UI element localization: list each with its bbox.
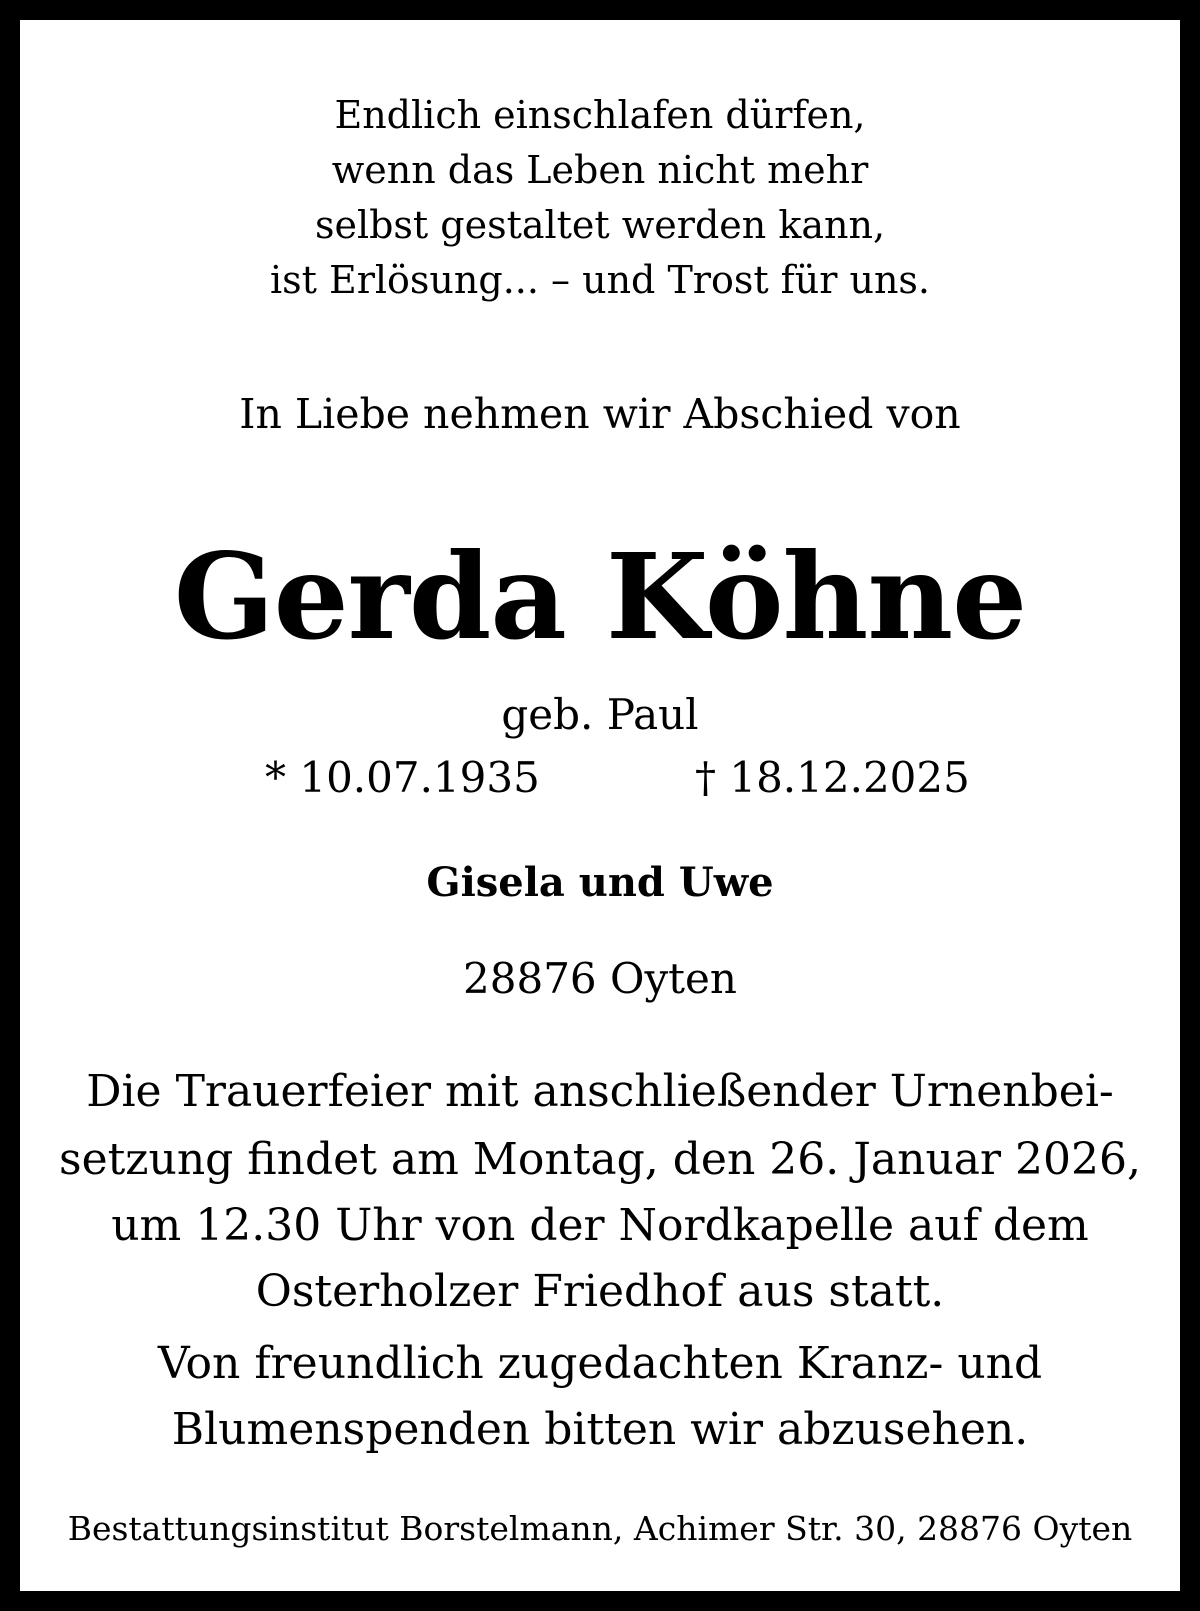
service-line-1: Die Trauerfeier mit anschließender Urnenbei- bbox=[86, 1066, 1114, 1117]
maiden-name: geb. Paul bbox=[501, 690, 699, 739]
service-line-2: setzung findet am Montag, den 26. Januar 2026, bbox=[59, 1134, 1141, 1185]
service-line-4: Osterholzer Friedhof aus statt. bbox=[255, 1266, 945, 1317]
poem-line-2: wenn das Leben nicht mehr bbox=[331, 148, 869, 192]
birth-date: * 10.07.1935 bbox=[265, 753, 540, 802]
farewell-intro: In Liebe nehmen wir Abschied von bbox=[239, 390, 961, 438]
poem-line-1: Endlich einschlafen dürfen, bbox=[334, 93, 866, 137]
mourners-names: Gisela und Uwe bbox=[426, 859, 774, 906]
poem-line-3: selbst gestaltet werden kann, bbox=[314, 203, 886, 247]
poem-line-4: ist Erlösung... – und Trost für uns. bbox=[269, 258, 930, 302]
deceased-name: Gerda Köhne bbox=[173, 527, 1027, 666]
mourners-city: 28876 Oyten bbox=[463, 954, 737, 1003]
service-line-3: um 12.30 Uhr von der Nordkapelle auf dem bbox=[111, 1200, 1089, 1251]
request-line-1: Von freundlich zugedachten Kranz- und bbox=[157, 1338, 1043, 1389]
request-line-2: Blumenspenden bitten wir abzusehen. bbox=[171, 1404, 1029, 1455]
funeral-home-address: Bestattungsinstitut Borstelmann, Achimer Str. 30, 28876 Oyten bbox=[67, 1509, 1133, 1548]
death-date: † 18.12.2025 bbox=[695, 753, 970, 802]
